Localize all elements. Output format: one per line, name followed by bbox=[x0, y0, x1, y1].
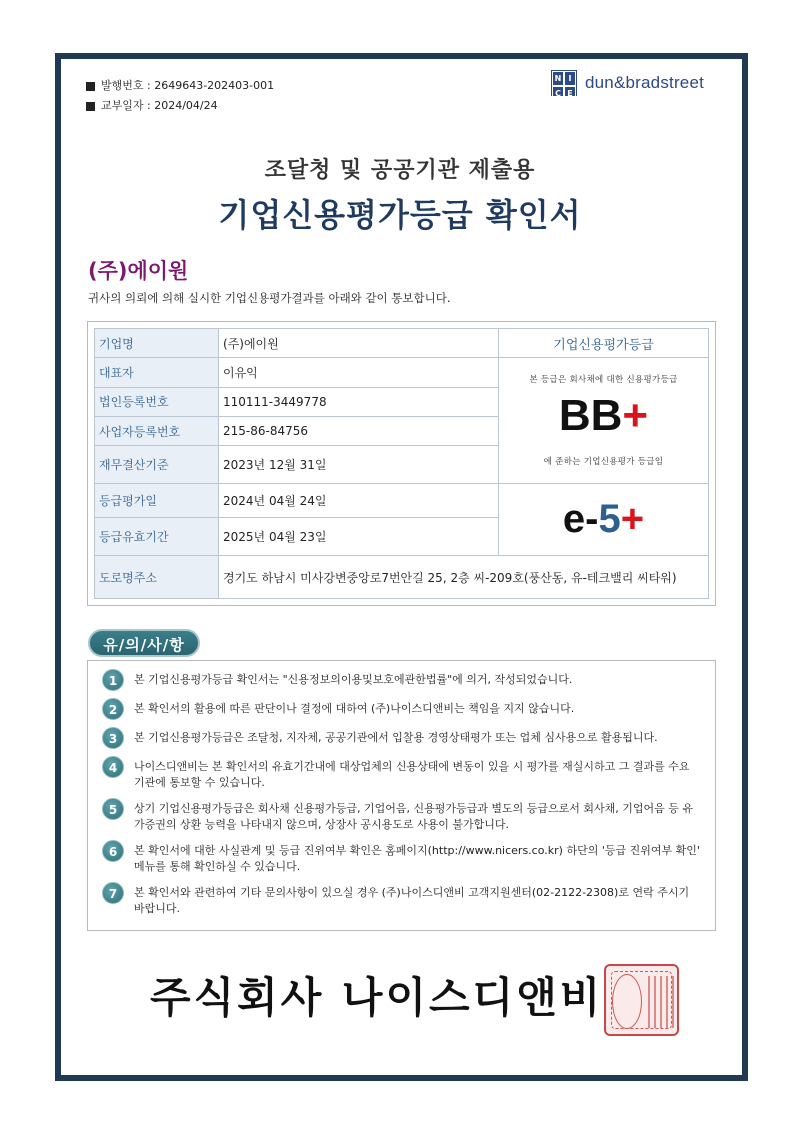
grade-header: 기업신용평가등급 bbox=[499, 329, 709, 358]
info-table bbox=[94, 328, 709, 599]
company-seal-icon bbox=[604, 964, 679, 1036]
info-table-frame bbox=[87, 321, 716, 606]
table-row bbox=[95, 329, 709, 358]
list-item: 1 본 기업신용평가등급 확인서는 "신용정보의이용및보호에관한법률"에 의거, 작성되었습니다. bbox=[102, 669, 701, 691]
document-meta bbox=[86, 76, 274, 116]
label-company: 기업명 bbox=[95, 329, 219, 358]
number-badge-icon: 4 bbox=[102, 756, 124, 778]
value-fiscal: 2023년 12월 31일 bbox=[219, 446, 499, 483]
document-subtitle: 조달청 및 공공기관 제출용 bbox=[264, 158, 536, 183]
list-item: 5 상기 기업신용평가등급은 회사채 신용평가등급, 기업어음, 신용평가등급과 별도의 등급으로서 회사채, 기업어음 등 유가증권의 상환 능력을 나타내지 않으며, 상장사 공시용도로 사용이 불가합니다. bbox=[102, 798, 701, 833]
issue-date: 교부일자 : 2024/04/24 bbox=[101, 99, 218, 112]
label-corp-reg: 법인등록번호 bbox=[95, 387, 219, 416]
notes-list bbox=[87, 660, 716, 931]
number-badge-icon: 6 bbox=[102, 840, 124, 862]
label-biz-reg: 사업자등록번호 bbox=[95, 416, 219, 445]
table-row bbox=[95, 556, 709, 599]
bullet-square-icon bbox=[86, 82, 95, 91]
number-badge-icon: 5 bbox=[102, 798, 124, 820]
document-title: 기업신용평가등급 확인서 bbox=[218, 196, 582, 234]
value-eval-date: 2024년 04월 24일 bbox=[219, 483, 499, 517]
company-name: (주)에이원 bbox=[88, 259, 189, 283]
grade-cell bbox=[499, 358, 709, 483]
label-ceo: 대표자 bbox=[95, 358, 219, 387]
value-valid-period: 2025년 04월 23일 bbox=[219, 518, 499, 556]
table-row bbox=[95, 358, 709, 387]
grade-note-bottom: 에 준하는 기업신용평가 등급임 bbox=[543, 457, 664, 468]
grade-note-top: 본 등급은 회사채에 대한 신용평가등급 bbox=[529, 375, 678, 386]
list-item: 4 나이스디앤비는 본 확인서의 유효기간내에 대상업체의 신용상태에 변동이 있을 시 평가를 재실시하고 그 결과를 수요 기관에 통보할 수 있습니다. bbox=[102, 756, 701, 791]
value-address: 경기도 하남시 미사강변중앙로7번안길 25, 2층 씨-209호(풍산동, 유-테크밸리 씨타워) bbox=[219, 556, 709, 599]
number-badge-icon: 3 bbox=[102, 727, 124, 749]
label-valid-period: 등급유효기간 bbox=[95, 518, 219, 556]
value-ceo: 이유익 bbox=[219, 358, 499, 387]
number-badge-icon: 1 bbox=[102, 669, 124, 691]
nice-logo-icon: N I C E bbox=[551, 70, 577, 96]
company-logo bbox=[551, 70, 704, 96]
notes-title: 유/의/사/항 bbox=[88, 629, 200, 657]
e-grade: e-5+ bbox=[562, 497, 645, 542]
label-fiscal: 재무결산기준 bbox=[95, 446, 219, 483]
list-item: 7 본 확인서와 관련하여 기타 문의사항이 있으실 경우 (주)나이스디앤비 고객지원센터(02-2122-2308)로 연락 주시기 바랍니다. bbox=[102, 882, 701, 917]
label-eval-date: 등급평가일 bbox=[95, 483, 219, 517]
list-item: 3 본 기업신용평가등급은 조달청, 지자체, 공공기관에서 입찰용 경영상태평가 또는 업체 심사용으로 활용됩니다. bbox=[102, 727, 701, 749]
table-row bbox=[95, 483, 709, 517]
e-grade-cell bbox=[499, 483, 709, 556]
issue-number: 발행번호 : 2649643-202403-001 bbox=[101, 79, 275, 92]
dnb-logo-text: dun&bradstreet bbox=[585, 73, 705, 92]
number-badge-icon: 2 bbox=[102, 698, 124, 720]
bullet-square-icon bbox=[86, 102, 95, 111]
value-biz-reg: 215-86-84756 bbox=[219, 416, 499, 445]
credit-grade: BB+ bbox=[558, 391, 649, 441]
issuer-name: 주식회사 나이스디앤비 bbox=[150, 973, 604, 1022]
intro-text: 귀사의 의뢰에 의해 실시한 기업신용평가결과를 아래와 같이 통보합니다. bbox=[88, 291, 451, 305]
list-item: 6 본 확인서에 대한 사실관계 및 등급 진위여부 확인은 홈페이지(http://www.nicers.co.kr) 하단의 '등급 진위여부 확인' 메뉴를 통해 확인하실 수 있습니다. bbox=[102, 840, 701, 875]
value-corp-reg: 110111-3449778 bbox=[219, 387, 499, 416]
list-item: 2 본 확인서의 활용에 따른 판단이나 결정에 대하여 (주)나이스디앤비는 책임을 지지 않습니다. bbox=[102, 698, 701, 720]
value-company: (주)에이원 bbox=[219, 329, 499, 358]
number-badge-icon: 7 bbox=[102, 882, 124, 904]
label-address: 도로명주소 bbox=[95, 556, 219, 599]
